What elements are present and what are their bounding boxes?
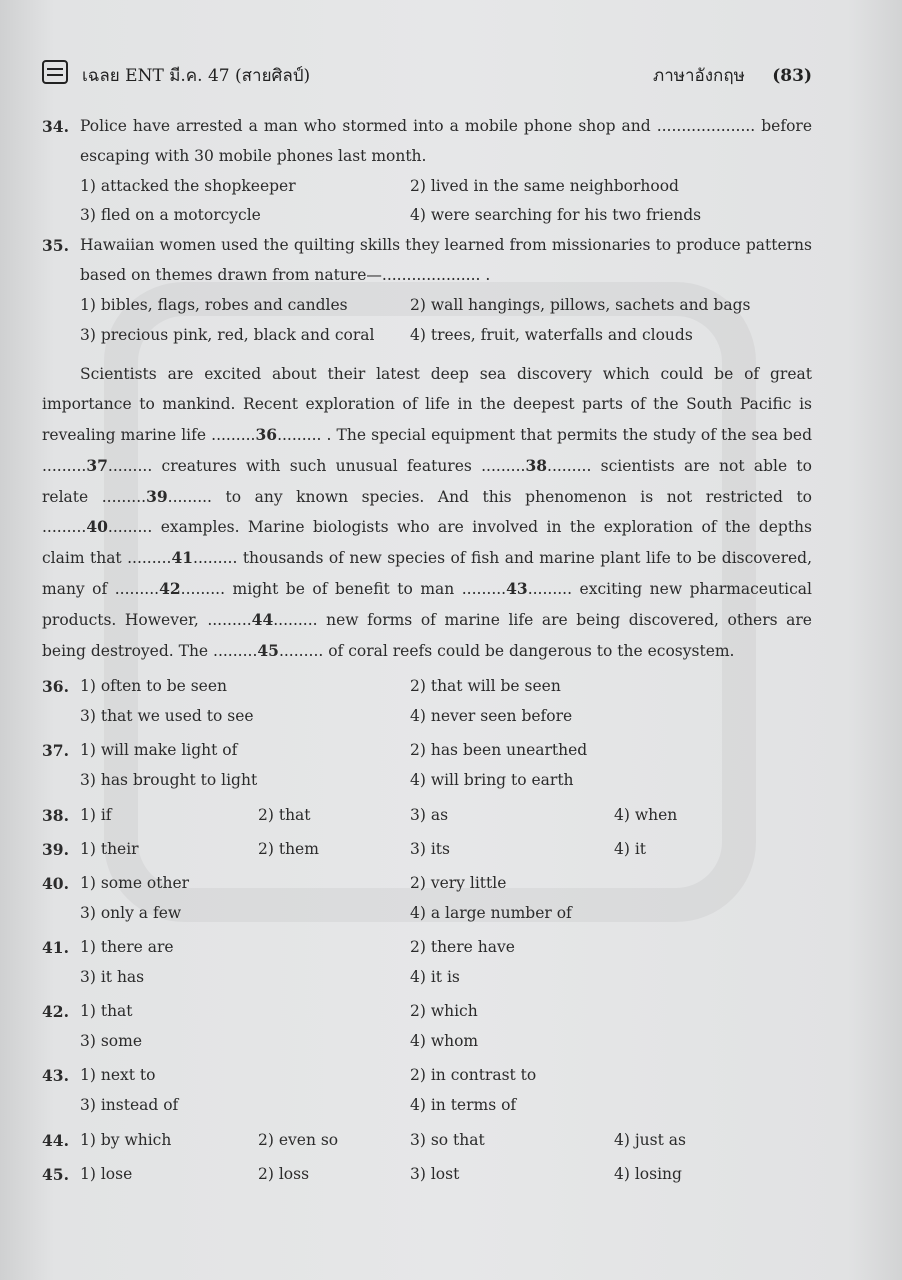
question-35 <box>42 231 812 350</box>
option-2: 2) has been unearthed <box>410 741 588 760</box>
option-2: 2) loss <box>258 1164 310 1183</box>
option-1: 1) will make light of <box>80 741 238 760</box>
question-45 <box>42 1160 812 1190</box>
question-stem: Police have arrested a man who stormed into a mobile phone shop and .................... before escaping with 30 mobile phones last month. <box>80 117 812 165</box>
answer-options <box>80 672 812 732</box>
cloze-passage <box>42 360 812 666</box>
option-2: 2) which <box>410 1002 478 1021</box>
blank-number: 39 <box>146 486 168 506</box>
option-2: 2) them <box>258 839 319 858</box>
book-icon <box>42 60 68 84</box>
passage-text: ......... exciting new pharmaceutical products. However, ......... <box>42 579 812 629</box>
option-3: 3) it has <box>80 968 145 987</box>
option-1: 1) their <box>80 839 139 858</box>
passage-text: ......... might be of benefit to man ......... <box>180 579 507 598</box>
question-39 <box>42 835 812 865</box>
option-3: 3) its <box>410 839 450 858</box>
option-3: 3) some <box>80 1032 142 1051</box>
option-2: 2) that <box>258 805 311 824</box>
answer-options <box>80 1160 812 1190</box>
passage-text: Scientists are excited about their latest deep sea discovery which could be of great importance to mankind. Recent exploration of life in the deepest parts of the South Pacific is revealing marine life ......... <box>42 365 812 444</box>
passage-text: ......... to any known species. And this phenomenon is not restricted to ......... <box>42 487 812 537</box>
header-subject: ภาษาอังกฤษ <box>653 66 745 86</box>
option-4: 4) will bring to earth <box>410 771 574 790</box>
option-2: 2) that will be seen <box>410 677 561 696</box>
option-2: 2) lived in the same neighborhood <box>410 176 679 195</box>
question-34 <box>42 112 812 231</box>
question-number: 44. <box>42 1130 69 1150</box>
option-2: 2) in contrast to <box>410 1066 537 1085</box>
option-1: 1) some other <box>80 874 190 893</box>
option-4: 4) it is <box>410 968 460 987</box>
option-3: 3) as <box>410 805 449 824</box>
question-number: 42. <box>42 1002 69 1022</box>
blank-number: 45 <box>257 640 279 660</box>
question-number: 39. <box>42 839 69 859</box>
option-1: 1) that <box>80 1002 133 1021</box>
option-3: 3) fled on a motorcycle <box>80 206 261 225</box>
option-4: 4) trees, fruit, waterfalls and clouds <box>410 325 693 344</box>
option-3: 3) instead of <box>80 1096 179 1115</box>
option-3: 3) precious pink, red, black and coral <box>80 325 375 344</box>
option-4: 4) just as <box>614 1130 686 1149</box>
question-number: 41. <box>42 938 69 958</box>
option-3: 3) has brought to light <box>80 771 258 790</box>
blank-number: 37 <box>86 455 108 475</box>
option-4: 4) whom <box>410 1032 479 1051</box>
option-3: 3) lost <box>410 1164 460 1183</box>
option-1: 1) there are <box>80 938 174 957</box>
passage-text: ......... . The special equipment that permits the study of the sea bed ......... <box>42 425 813 475</box>
question-number: 36. <box>42 677 69 697</box>
option-3: 3) so that <box>410 1130 485 1149</box>
blank-number: 38 <box>525 455 548 475</box>
option-1: 1) lose <box>80 1164 133 1183</box>
question-42 <box>42 997 812 1057</box>
option-3: 3) that we used to see <box>80 707 254 726</box>
question-number: 43. <box>42 1066 69 1086</box>
page-header <box>42 58 812 94</box>
option-2: 2) very little <box>410 874 507 893</box>
question-43 <box>42 1061 812 1121</box>
option-4: 4) when <box>614 805 678 824</box>
option-4: 4) were searching for his two friends <box>410 206 702 225</box>
blank-number: 36 <box>255 424 278 444</box>
blank-number: 40 <box>86 517 108 537</box>
passage-text: ......... thousands of new species of fish and marine plant life to be discovered, many of ......... <box>42 549 812 598</box>
answer-options <box>80 997 812 1057</box>
question-number: 40. <box>42 874 69 894</box>
question-number: 35. <box>42 236 69 256</box>
option-4: 4) losing <box>614 1164 682 1183</box>
option-1: 1) if <box>80 805 112 824</box>
passage-text: ......... examples. Marine biologists who are involved in the exploration of the depths claim that ......... <box>42 518 812 568</box>
option-1: 1) attacked the shopkeeper <box>80 176 296 195</box>
blank-number: 43 <box>506 578 528 598</box>
question-number: 34. <box>42 117 69 136</box>
question-number: 38. <box>42 805 69 825</box>
blank-number: 44 <box>251 609 274 629</box>
question-40 <box>42 869 812 929</box>
answer-options <box>80 933 812 993</box>
answer-options <box>80 801 812 831</box>
blank-number: 42 <box>159 578 181 598</box>
answer-options <box>80 869 812 929</box>
option-2: 2) even so <box>258 1130 339 1149</box>
option-4: 4) in terms of <box>410 1096 517 1115</box>
option-1: 1) often to be seen <box>80 677 228 696</box>
question-37 <box>42 736 812 796</box>
answer-options <box>80 1061 812 1121</box>
passage-text: ......... of coral reefs could be dangerous to the ecosystem. <box>278 641 735 660</box>
question-44 <box>42 1126 812 1156</box>
option-3: 3) only a few <box>80 903 182 922</box>
answer-options <box>80 172 812 232</box>
header-title: เฉลย ENT มี.ค. 47 (สายศิลป์) <box>82 66 311 86</box>
page-number: (83) <box>772 66 812 86</box>
answer-options <box>80 1126 812 1156</box>
option-1: 1) by which <box>80 1130 172 1149</box>
question-number: 45. <box>42 1164 69 1184</box>
question-41 <box>42 933 812 993</box>
passage-text: ......... new forms of marine life are being discovered, others are being destroyed. The ......... <box>42 610 812 660</box>
option-4: 4) it <box>614 839 647 858</box>
question-stem: Hawaiian women used the quilting skills they learned from missionaries to produce patterns based on themes drawn from nature—.................... . <box>80 236 812 284</box>
question-number: 37. <box>42 741 69 761</box>
option-4: 4) a large number of <box>410 903 572 922</box>
passage-text: ......... scientists are not able to relate ......... <box>42 456 812 506</box>
exam-content <box>42 112 812 1190</box>
option-2: 2) wall hangings, pillows, sachets and bags <box>410 295 751 314</box>
option-2: 2) there have <box>410 938 515 957</box>
answer-options <box>80 291 812 351</box>
header-right <box>653 62 812 89</box>
question-38 <box>42 801 812 831</box>
option-4: 4) never seen before <box>410 707 573 726</box>
passage-text: ......... creatures with such unusual features ......... <box>107 456 526 475</box>
answer-options <box>80 835 812 865</box>
question-36 <box>42 672 812 732</box>
blank-number: 41 <box>171 548 194 568</box>
answer-options <box>80 736 812 796</box>
option-1: 1) bibles, flags, robes and candles <box>80 295 348 314</box>
option-1: 1) next to <box>80 1066 156 1085</box>
